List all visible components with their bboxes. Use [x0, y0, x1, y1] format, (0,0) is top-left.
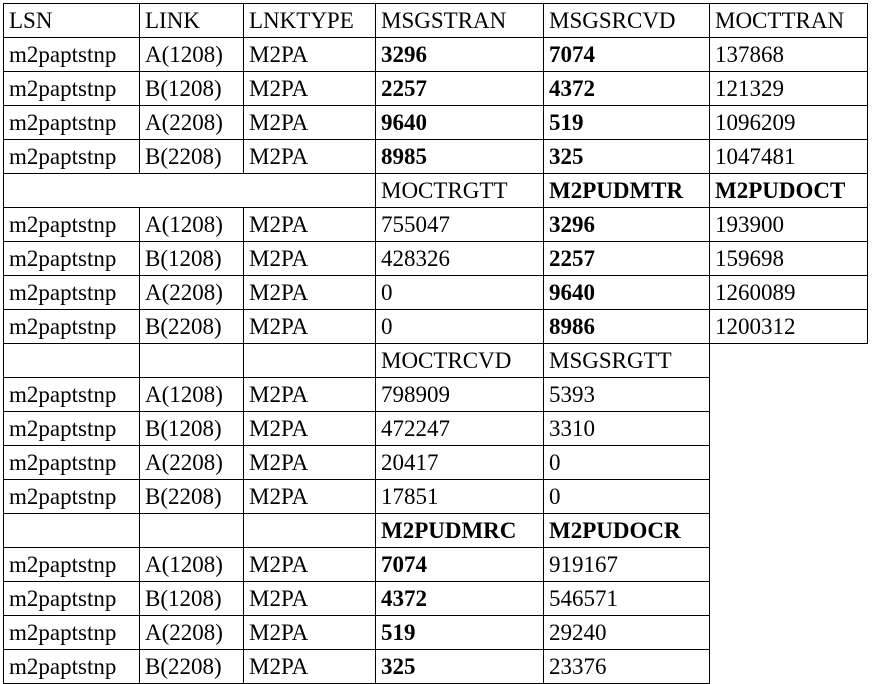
- blank-header-cell: [244, 344, 376, 378]
- value-cell: 29240: [544, 616, 710, 650]
- value-cell: 3296: [544, 208, 710, 242]
- header-row: [4, 4, 868, 38]
- lnktype-cell: M2PA: [244, 140, 376, 174]
- blank-header-cell: [140, 514, 244, 548]
- value-cell: 798909: [376, 378, 544, 412]
- value-cell: 23376: [544, 650, 710, 684]
- section-header-cell: M2PUDMRC: [376, 514, 544, 548]
- lnktype-cell: M2PA: [244, 446, 376, 480]
- value-cell: 325: [544, 140, 710, 174]
- value-cell: 3296: [376, 38, 544, 72]
- value-cell: 20417: [376, 446, 544, 480]
- value-cell: 919167: [544, 548, 710, 582]
- value-cell: 0: [376, 310, 544, 344]
- empty-cell: [710, 412, 868, 446]
- value-cell: 546571: [544, 582, 710, 616]
- link-cell: B(1208): [140, 72, 244, 106]
- header-cell-link: LINK: [140, 4, 244, 38]
- lsn-cell: m2paptstnp: [4, 480, 140, 514]
- lsn-cell: m2paptstnp: [4, 310, 140, 344]
- value-cell: 472247: [376, 412, 544, 446]
- section-header-row: [4, 174, 868, 208]
- value-cell: 4372: [544, 72, 710, 106]
- header-cell-mocttran: MOCTTRAN: [710, 4, 868, 38]
- value-cell: 8985: [376, 140, 544, 174]
- lsn-cell: m2paptstnp: [4, 650, 140, 684]
- value-cell: 9640: [376, 106, 544, 140]
- link-cell: A(2208): [140, 616, 244, 650]
- link-cell: B(1208): [140, 412, 244, 446]
- value-cell: 193900: [710, 208, 868, 242]
- value-cell: 8986: [544, 310, 710, 344]
- section-header-cell: MSGSRGTT: [544, 344, 710, 378]
- section-header-cell: M2PUDOCT: [710, 174, 868, 208]
- link-cell: A(2208): [140, 446, 244, 480]
- link-cell: B(2208): [140, 310, 244, 344]
- section-header-cell: MOCTRGTT: [376, 174, 544, 208]
- lnktype-cell: M2PA: [244, 276, 376, 310]
- header-cell-lnktype: LNKTYPE: [244, 4, 376, 38]
- header-cell-lsn: LSN: [4, 4, 140, 38]
- lnktype-cell: M2PA: [244, 378, 376, 412]
- value-cell: 137868: [710, 38, 868, 72]
- lnktype-cell: M2PA: [244, 208, 376, 242]
- link-cell: A(1208): [140, 38, 244, 72]
- empty-cell: [710, 582, 868, 616]
- section-header-row: [4, 514, 868, 548]
- empty-cell: [710, 616, 868, 650]
- lnktype-cell: M2PA: [244, 106, 376, 140]
- value-cell: 2257: [544, 242, 710, 276]
- lsn-cell: m2paptstnp: [4, 208, 140, 242]
- lnktype-cell: M2PA: [244, 412, 376, 446]
- value-cell: 121329: [710, 72, 868, 106]
- lnktype-cell: M2PA: [244, 616, 376, 650]
- link-cell: B(2208): [140, 650, 244, 684]
- empty-cell: [710, 378, 868, 412]
- lsn-cell: m2paptstnp: [4, 72, 140, 106]
- header-cell-msgstran: MSGSTRAN: [376, 4, 544, 38]
- table-row: [4, 412, 868, 446]
- lsn-cell: m2paptstnp: [4, 140, 140, 174]
- table-row: [4, 616, 868, 650]
- empty-cell: [710, 480, 868, 514]
- value-cell: 7074: [544, 38, 710, 72]
- value-cell: 0: [544, 480, 710, 514]
- table-row: [4, 38, 868, 72]
- lsn-cell: m2paptstnp: [4, 582, 140, 616]
- lsn-cell: m2paptstnp: [4, 242, 140, 276]
- value-cell: 519: [376, 616, 544, 650]
- lsn-cell: m2paptstnp: [4, 412, 140, 446]
- value-cell: 17851: [376, 480, 544, 514]
- lsn-cell: m2paptstnp: [4, 38, 140, 72]
- table-row: [4, 140, 868, 174]
- value-cell: 1047481: [710, 140, 868, 174]
- empty-cell: [710, 344, 868, 378]
- table-row: [4, 208, 868, 242]
- value-cell: 7074: [376, 548, 544, 582]
- link-cell: A(2208): [140, 106, 244, 140]
- value-cell: 2257: [376, 72, 544, 106]
- link-cell: B(1208): [140, 582, 244, 616]
- blank-header-cell: [244, 514, 376, 548]
- empty-cell: [710, 514, 868, 548]
- blank-header-cell: [4, 344, 140, 378]
- table-row: [4, 72, 868, 106]
- lnktype-cell: M2PA: [244, 582, 376, 616]
- table-row: [4, 310, 868, 344]
- link-statistics-table: [3, 3, 868, 684]
- link-cell: B(2208): [140, 140, 244, 174]
- link-cell: B(2208): [140, 480, 244, 514]
- section-header-cell: MOCTRCVD: [376, 344, 544, 378]
- lsn-cell: m2paptstnp: [4, 446, 140, 480]
- value-cell: 1260089: [710, 276, 868, 310]
- table-row: [4, 480, 868, 514]
- value-cell: 1096209: [710, 106, 868, 140]
- link-cell: A(1208): [140, 208, 244, 242]
- section-header-row: [4, 344, 868, 378]
- table-row: [4, 650, 868, 684]
- lnktype-cell: M2PA: [244, 38, 376, 72]
- value-cell: 0: [544, 446, 710, 480]
- value-cell: 4372: [376, 582, 544, 616]
- table-row: [4, 242, 868, 276]
- table-body: [4, 4, 868, 684]
- lnktype-cell: M2PA: [244, 548, 376, 582]
- blank-header-cell: [4, 174, 376, 208]
- value-cell: 3310: [544, 412, 710, 446]
- table-row: [4, 378, 868, 412]
- link-cell: A(2208): [140, 276, 244, 310]
- header-cell-msgsrcvd: MSGSRCVD: [544, 4, 710, 38]
- value-cell: 9640: [544, 276, 710, 310]
- link-cell: A(1208): [140, 548, 244, 582]
- section-header-cell: M2PUDOCR: [544, 514, 710, 548]
- table-row: [4, 582, 868, 616]
- value-cell: 325: [376, 650, 544, 684]
- blank-header-cell: [140, 344, 244, 378]
- lsn-cell: m2paptstnp: [4, 378, 140, 412]
- lnktype-cell: M2PA: [244, 480, 376, 514]
- empty-cell: [710, 650, 868, 684]
- value-cell: 0: [376, 276, 544, 310]
- table-row: [4, 276, 868, 310]
- lnktype-cell: M2PA: [244, 310, 376, 344]
- table-row: [4, 548, 868, 582]
- lsn-cell: m2paptstnp: [4, 616, 140, 650]
- value-cell: 519: [544, 106, 710, 140]
- value-cell: 755047: [376, 208, 544, 242]
- link-cell: B(1208): [140, 242, 244, 276]
- lnktype-cell: M2PA: [244, 242, 376, 276]
- section-header-cell: M2PUDMTR: [544, 174, 710, 208]
- blank-header-cell: [4, 514, 140, 548]
- link-cell: A(1208): [140, 378, 244, 412]
- empty-cell: [710, 548, 868, 582]
- table-row: [4, 106, 868, 140]
- lsn-cell: m2paptstnp: [4, 548, 140, 582]
- value-cell: 159698: [710, 242, 868, 276]
- table-row: [4, 446, 868, 480]
- value-cell: 1200312: [710, 310, 868, 344]
- empty-cell: [710, 446, 868, 480]
- lsn-cell: m2paptstnp: [4, 276, 140, 310]
- lnktype-cell: M2PA: [244, 72, 376, 106]
- value-cell: 5393: [544, 378, 710, 412]
- lsn-cell: m2paptstnp: [4, 106, 140, 140]
- value-cell: 428326: [376, 242, 544, 276]
- lnktype-cell: M2PA: [244, 650, 376, 684]
